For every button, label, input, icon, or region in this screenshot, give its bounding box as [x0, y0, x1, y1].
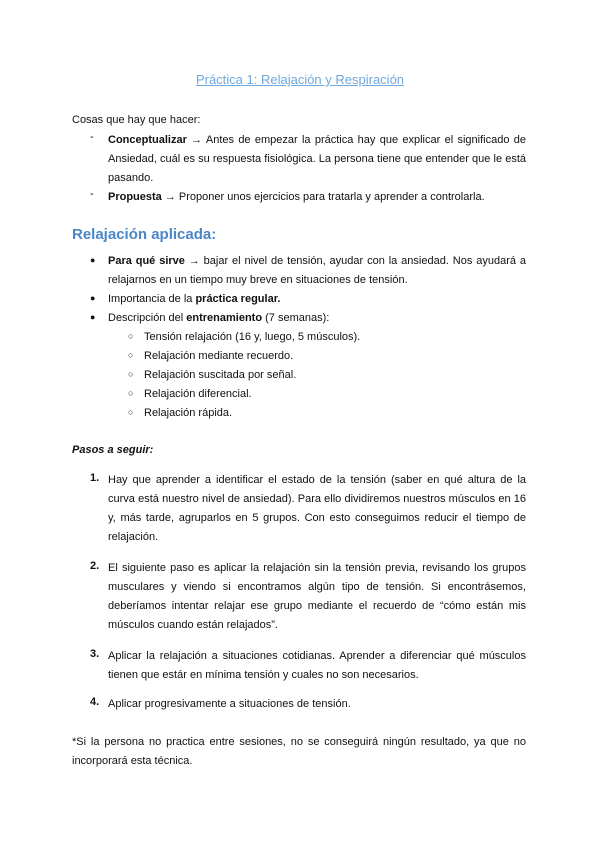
dash-item-text: → Antes de empezar la práctica hay que explicar el significado de Ansiedad, cuál es su respuesta fisiológica. La persona tiene que entender que le está pasando.: [108, 134, 526, 184]
circle-marker: ○: [128, 350, 134, 360]
dash-item-text: → Proponer unos ejercicios para tratarla y aprender a controlarla.: [161, 191, 485, 203]
dash-item-bold: Conceptualizar: [108, 134, 187, 146]
section-heading: Relajación aplicada:: [72, 226, 217, 243]
step-item: Aplicar progresivamente a situaciones de tensión.: [108, 698, 351, 710]
dash-item-conceptualizar: [108, 131, 526, 188]
step-number: 1.: [90, 472, 100, 484]
circle-marker: ○: [128, 369, 134, 379]
steps-heading-text: Pasos a seguir:: [72, 444, 154, 456]
step-number: 4.: [90, 696, 100, 708]
sub-item: Tensión relajación (16 y, luego, 5 músculos).: [144, 331, 361, 343]
bullet-bold: práctica regular.: [195, 293, 281, 305]
circle-marker: ○: [128, 388, 134, 398]
bullet-item-importancia: [108, 290, 280, 309]
sub-item: Relajación mediante recuerdo.: [144, 350, 294, 362]
bullet-item-para-que-sirve: [108, 252, 526, 290]
bullet-bold: entrenamiento: [186, 312, 263, 324]
bullet-text: Importancia de la: [108, 293, 196, 305]
bullet-marker: ●: [90, 293, 96, 303]
bullet-marker: ●: [90, 312, 96, 322]
step-item: Aplicar la relajación a situaciones cotidianas. Aprender a diferenciar qué músculos tienen que estár en mínima tensión y cuales no son necesarios.: [108, 650, 526, 681]
intro-text: Cosas que hay que hacer:: [72, 114, 201, 126]
dash-marker: -: [90, 188, 94, 200]
steps-heading: [72, 441, 153, 460]
step-item: Hay que aprender a identificar el estado de la tensión (saber en qué altura de la curva está nuestro nivel de ansiedad). Para ello dividiremos nuestros músculos en 16 y, más tarde, agruparlos en 5 grupos. Con esto conseguimos reducir el tiempo de relajación.: [108, 474, 526, 543]
dash-marker: -: [90, 131, 94, 143]
bullet-marker: ●: [90, 255, 96, 265]
bullet-bold: Para qué sirve: [108, 255, 185, 267]
bullet-text: (7 semanas):: [262, 312, 330, 324]
circle-marker: ○: [128, 407, 134, 417]
dash-item-propuesta: [108, 188, 528, 207]
bullet-text: Descripción del: [108, 312, 187, 324]
sub-item: Relajación rápida.: [144, 407, 233, 419]
bullet-item-descripcion: [108, 309, 329, 328]
bullet-text: → bajar el nivel de tensión, ayudar con la ansiedad. Nos ayudará a relajarnos en un tiempo muy breve en situaciones de tensión.: [108, 255, 526, 286]
step-item: El siguiente paso es aplicar la relajación sin la tensión previa, revisando los grupos musculares y viendo si encontramos algún tipo de tensión. Si encontrásemos, deberíamos intentar relajar ese grupo mediante el recuerdo de “cómo están mis músculos cuando están relajados”.: [108, 562, 526, 631]
circle-marker: ○: [128, 331, 134, 341]
sub-item: Relajación diferencial.: [144, 388, 252, 400]
step-number: 3.: [90, 648, 100, 660]
dash-item-bold: Propuesta: [108, 191, 162, 203]
step-number: 2.: [90, 560, 100, 572]
page-title: Práctica 1: Relajación y Respiración: [195, 72, 405, 87]
sub-item: Relajación suscitada por señal.: [144, 369, 297, 381]
footnote: *Si la persona no practica entre sesiones, no se conseguirá ningún resultado, ya que no incorporará esta técnica.: [72, 736, 526, 767]
